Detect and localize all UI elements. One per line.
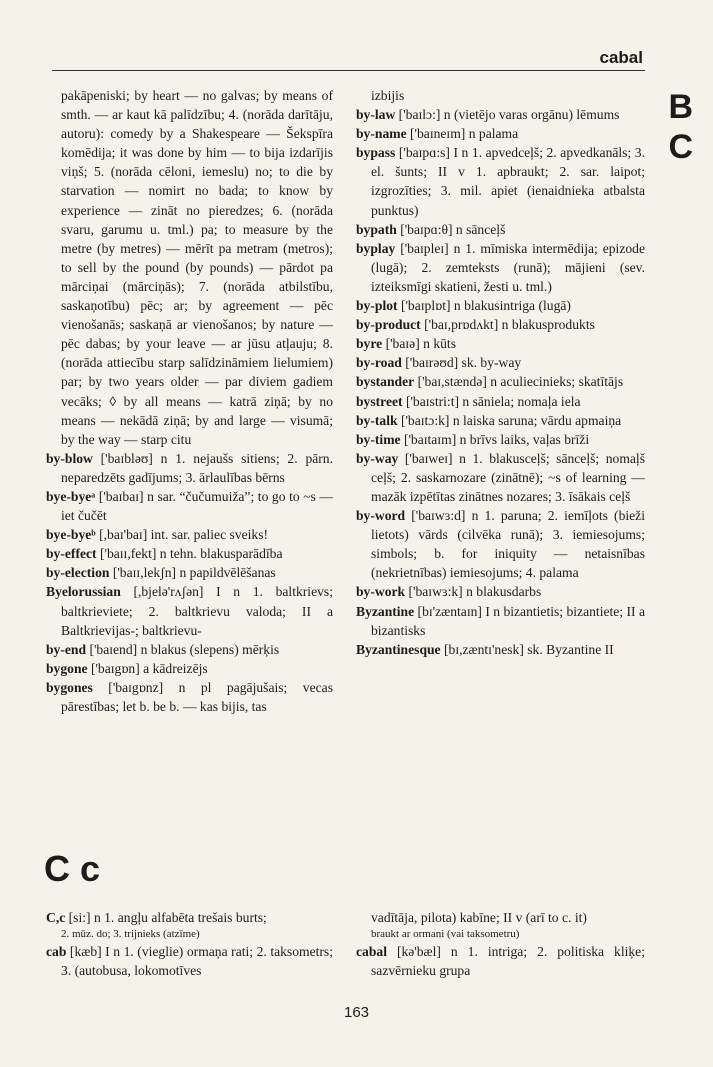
entry-headword: cab [46, 944, 67, 960]
entry-headword: by-word [356, 508, 406, 524]
section-heading-c: C c [44, 848, 101, 889]
entry-headword: by-blow [46, 450, 93, 466]
entry-definition: ['baɪ,stændə] n aculiecinieks; skatītājs [414, 374, 624, 390]
right-column [356, 86, 645, 659]
entry-headword: bygone [46, 660, 88, 676]
thumb-index-b: B [668, 88, 693, 126]
dictionary-entry [356, 239, 645, 296]
entry-headword: byplay [356, 240, 396, 256]
entry-definition: ['baɪgɒnz] n pl pagājušais; vecas pārestības; let b. be b. — kas bijis, tas [61, 679, 333, 714]
dictionary-entry [356, 430, 645, 449]
dictionary-entry [46, 678, 333, 716]
entry-definition: ['baɪə] n kūts [382, 336, 456, 352]
entry-definition: ['baɪrəʊd] sk. by-way [401, 355, 522, 371]
dictionary-entry [356, 392, 645, 411]
entry-headword: cabal [356, 944, 387, 960]
entry-definition: [bɪ,zæntɪ'nesk] sk. Byzantine II [440, 641, 614, 657]
entry-continuation: 2. mūz. do; 3. trijnieks (atzīme) [61, 928, 200, 941]
dictionary-entry [46, 449, 333, 487]
entry-headword: by-law [356, 107, 396, 123]
dictionary-entry [356, 124, 645, 143]
dictionary-entry [46, 582, 333, 639]
dictionary-entry [356, 582, 645, 601]
entry-definition: ['baɪbləʊ] n 1. nejaušs sitiens; 2. pārn. neparedzēts gadījums; 3. ārlaulības bērns [61, 450, 333, 485]
entry-headword: bystreet [356, 393, 403, 409]
entry-headword: Byzantinesque [356, 641, 441, 657]
entry-definition: ['baɪpɑ:θ] n sānceļš [396, 221, 506, 237]
left-column [46, 86, 333, 716]
entry-definition: ['baɪtaɪm] n brīvs laiks, vaļas brīži [400, 431, 590, 447]
header-rule [52, 70, 645, 71]
entry-definition: ['baɪlɔ:] n (vietējo varas orgānu) lēmums [395, 107, 620, 123]
dictionary-entry [46, 640, 333, 659]
entry-headword: bypass [356, 145, 396, 161]
entry-definition: ['baɪpleɪ] n 1. mīmiska intermēdija; epizode (lugā); 2. zemteksts (runā); mājieni (sev. izteiksmīgi skatieni, žesti u. tml.) [371, 240, 645, 294]
entry-headword: bystander [356, 374, 415, 390]
entry-definition: ['baɪɪ,lekʃn] n papildvēlēšanas [109, 565, 276, 581]
entry-headword: Byelorussian [46, 584, 121, 600]
dictionary-entry [46, 659, 333, 678]
entry-definition: ['baɪbaɪ] n sar. “čučumuiža”; to go to ~s — iet čučēt [61, 488, 333, 524]
entry-headword: by-talk [356, 412, 398, 428]
dictionary-entry [46, 487, 333, 525]
dictionary-entry [356, 296, 645, 315]
entry-definition: [bɪ'zæntaɪn] I n bizantietis; bizantiete; II a bizantisks [371, 603, 645, 638]
dictionary-entry [46, 525, 333, 544]
entry-definition: ['baɪtɔ:k] n laiska saruna; vārdu apmaiņa [397, 412, 622, 428]
entry-headword: by-effect [46, 546, 97, 562]
entry-headword: by-way [356, 450, 399, 466]
entry-continuation: pakāpeniski; by heart — no galvas; by means of smth. — ar kaut kā palīdzību; 4. (norāda darītāju, autoru): comedy by a Shakespeare — Šekspīra komēdija; it was done by him — to bija izdarījis viņš; 5. (norāda cēloni, iemeslu) no; to die by starvation — nomirt no bada; to know by experience — zināt no pieredzes; 6. (norāda svaru, garumu u. tml.) pa; to measure by the metre (by metres) — mērīt pa metram (metros); to sell by the pound (by pounds) — pārdot pa mārciņai (mārciņās); 7. (norāda atbilstību, saskaņotību) pēc; ar; by agreement — pēc vienošanās; saskaņā ar vienošanos; by nature — pēc dabas; by your leave — ar jūsu atļauju; 8. (norāda attiecību starp salīdzināmiem lielumiem) par; by two years older — par diviem gadiem vecāks; ◊ by all means — katrā ziņā; by no means — nekādā ziņā; by and large — visumā; by the way — starp citu [61, 88, 333, 447]
entry-definition: ['baɪɪ,fekt] n tehn. blakusparādība [96, 546, 283, 562]
entry-definition: ['baɪpɑ:s] I n 1. apvedceļš; 2. apvedkanāls; 3. el. šunts; II v 1. apbraukt; 2. sar. laipot; izgrozīties; 3. mil. apiet (ienaidnieka atbalsta punktus) [371, 145, 645, 218]
page-number: 163 [343, 1004, 370, 1021]
entry-definition: [kə'bæl] n 1. intriga; 2. politiska kliķe; sazvērnieku grupa [371, 944, 645, 979]
left-bottom-column [46, 908, 333, 980]
dictionary-entry [356, 449, 645, 506]
entry-definition: ['baɪwɜ:k] n blakusdarbs [405, 584, 542, 600]
dictionary-entry [46, 908, 333, 927]
entry-definition: [kæb] I n 1. (vieglie) ormaņa rati; 2. taksometrs; 3. (autobusa, lokomotīves [61, 944, 333, 979]
entry-definition: ['baɪ,prɒdʌkt] n blakusprodukts [420, 317, 595, 333]
entry-headword: by-plot [356, 298, 398, 314]
entry-headword: bye-byeᵃ [46, 488, 96, 504]
entry-headword: by-work [356, 584, 406, 600]
dictionary-entry [356, 640, 645, 659]
dictionary-entry [356, 334, 645, 353]
right-bottom-column [356, 908, 645, 980]
entry-definition: ['baɪweɪ] n 1. blakusceļš; sānceļš; nomaļš ceļš; 2. saskarnozare (zinātnē); ~s of learning — mazāk izpētītas zinātnes nozares; 3. īsākais ceļš [371, 450, 645, 504]
dictionary-entry [46, 544, 333, 563]
entry-continuation: vadītāja, pilota) kabīne; II v (arī to c. it) [371, 910, 587, 925]
entry-definition: ['baɪgɒn] a kādreizējs [87, 660, 208, 676]
entry-definition: ['baɪneɪm] n palama [406, 126, 519, 142]
dictionary-entry [356, 411, 645, 430]
thumb-index-c: C [668, 128, 693, 166]
entry-definition: ['baɪend] n blakus (slepens) mērķis [86, 641, 280, 657]
entry-headword: bye-byeᵇ [46, 527, 96, 543]
dictionary-entry [356, 143, 645, 219]
entry-headword: byre [356, 336, 383, 352]
entry-headword: by-name [356, 126, 407, 142]
dictionary-entry [356, 105, 645, 124]
dictionary-entry [356, 602, 645, 640]
entry-headword: by-election [46, 565, 110, 581]
entry-definition: ['baɪwɜ:d] n 1. paruna; 2. iemīļots (bieži lietots) vārds (cilvēka runā); 3. iemiesojums; simbols; b. for iniquity — netaisnības (nekrietnības) iemiesojums; 4. palama [371, 508, 645, 581]
running-head: cabal [599, 48, 643, 67]
entry-continuation: izbijis [371, 88, 405, 103]
entry-headword: by-road [356, 355, 402, 371]
dictionary-entry [356, 353, 645, 372]
dictionary-entry [356, 372, 645, 391]
dictionary-entry [46, 942, 333, 980]
entry-headword: Byzantine [356, 603, 415, 619]
entry-headword: by-product [356, 317, 421, 333]
dictionary-entry [356, 942, 645, 980]
dictionary-entry [46, 563, 333, 582]
entry-headword: by-end [46, 641, 87, 657]
entry-headword: by-time [356, 431, 401, 447]
entry-headword: bygones [46, 679, 93, 695]
entry-definition: [,bjelə'rʌʃən] I n 1. baltkrievs; baltkrieviete; 2. baltkrievu valoda; II a Baltkrievijas-; baltkrievu- [61, 584, 333, 638]
dictionary-entry [356, 220, 645, 239]
entry-definition: ['baɪplɒt] n blakusintriga (lugā) [397, 298, 571, 314]
entry-headword: bypath [356, 221, 397, 237]
entry-definition: [,baɪ'baɪ] int. sar. paliec sveiks! [95, 527, 269, 543]
dictionary-entry [356, 315, 645, 334]
entry-definition: ['baɪstri:t] n sāniela; nomaļa iela [402, 393, 581, 409]
entry-continuation: braukt ar ormani (vai taksometru) [371, 928, 520, 941]
dictionary-entry [356, 506, 645, 582]
entry-headword: C,c [46, 910, 66, 925]
entry-definition: [si:] n 1. angļu alfabēta trešais burts; [65, 910, 267, 925]
